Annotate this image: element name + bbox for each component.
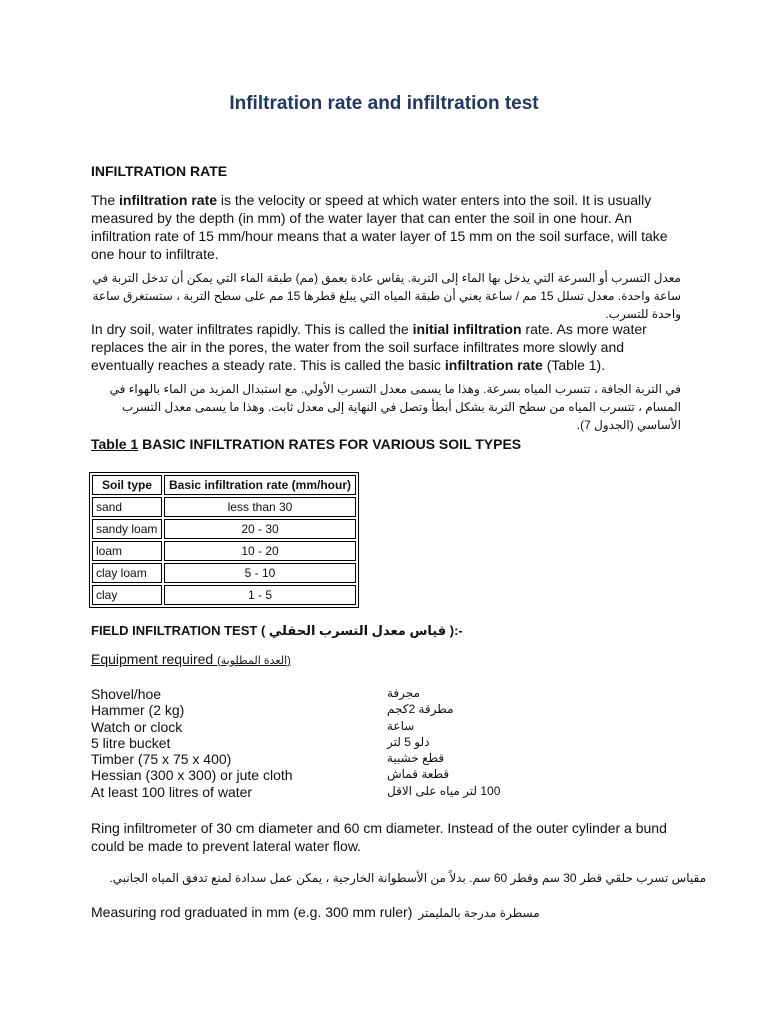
table-row <box>92 519 356 539</box>
list-item: At least 100 litres of water 100 لتر مياه على الاقل <box>91 783 501 800</box>
cell-soil-type: clay loam <box>92 563 162 583</box>
paragraph-arabic-initial: في التربة الجافة ، تتسرب المياه بسرعة. وهذا ما يسمى معدل التسرب الأولي. مع استبدال المزيد من الماء بالهواء في المسام ، تتسرب المياه من سطح التربة بشكل أبطأ وتصل في النهاية إلى معدل ثابت. وهذا ما يسمى معدل التسرب الأساسي (الجدول 7). <box>109 382 681 432</box>
table-row <box>92 497 356 517</box>
cell-rate: less than 30 <box>164 497 356 517</box>
term-basic-infiltration-rate: infiltration rate <box>444 357 543 373</box>
cell-soil-type: clay <box>92 585 162 605</box>
header-basic-rate: Basic infiltration rate (mm/hour) <box>164 475 356 495</box>
cell-soil-type: sandy loam <box>92 519 162 539</box>
list-item: Shovel/hoe مجرفة <box>91 686 420 702</box>
table-row <box>92 585 356 605</box>
cell-rate: 10 - 20 <box>164 541 356 561</box>
table-label: Table 1 <box>91 436 139 452</box>
paragraph-arabic-ring: مقياس تسرب حلقي قطر 30 سم وقطر 60 سم. بدلاً من الأسطوانة الخارجية ، يمكن عمل سدادة لمنع تدفق المياه الجانبي. <box>109 871 706 885</box>
list-item: Timber (75 x 75 x 400) قطع خشبية <box>91 751 445 768</box>
equipment-list <box>91 686 511 800</box>
document-title: Infiltration rate and infiltration test <box>229 93 539 114</box>
table-header-row <box>92 475 356 495</box>
section-heading-field-test: FIELD INFILTRATION TEST ( قياس معدل التسرب الحقلي ):- <box>91 623 463 638</box>
measuring-rod-line: Measuring rod graduated in mm (e.g. 300 mm ruler) مسطرة مدرجة بالمليمتر <box>91 904 540 920</box>
term-initial-infiltration: initial infiltration <box>412 321 522 337</box>
cell-rate: 5 - 10 <box>164 563 356 583</box>
cell-soil-type: loam <box>92 541 162 561</box>
table-row <box>92 563 356 583</box>
paragraph-infiltration-definition: The infiltration rate is the velocity or speed at which water enters into the soil. It is usually measured by the depth (in mm) of the water layer that can enter the soil in one hour. An infiltration rate of 15 mm/hour means that a water layer of 15 mm on the soil surface, will take one hour to infiltrate. <box>91 192 668 262</box>
cell-rate: 20 - 30 <box>164 519 356 539</box>
cell-rate: 1 - 5 <box>164 585 356 605</box>
paragraph-ring-infiltrometer: Ring infiltrometer of 30 cm diameter and 60 cm diameter. Instead of the outer cylinder a bund could be made to prevent lateral water flow. <box>91 820 667 854</box>
paragraph-arabic-definition: معدل التسرب أو السرعة التي يدخل بها الماء إلى التربة. يقاس عادة بعمق (مم) طبقة الماء التي يمكن أن تدخل التربة في ساعة واحدة. معدل تسلل 15 مم / ساعة يعني أن طبقة المياه التي يبلغ قطرها 15 مم على سطح التربة ، ستستغرق ساعة واحدة للتسرب. <box>92 271 681 321</box>
list-item: Hessian (300 x 300) or jute cloth قطعة قماش <box>91 767 450 784</box>
list-item: Hammer (2 kg) مطرقة 2كجم <box>91 702 454 719</box>
list-item: Watch or clock ساعة <box>91 718 415 735</box>
header-soil-type: Soil type <box>92 475 162 495</box>
table-row <box>92 541 356 561</box>
equipment-heading: Equipment required (العدة المطلوبة) <box>91 651 291 667</box>
list-item: 5 litre bucket دلو 5 لتر <box>91 734 430 751</box>
cell-soil-type: sand <box>92 497 162 517</box>
table-caption: Table 1 BASIC INFILTRATION RATES FOR VARIOUS SOIL TYPES <box>91 436 522 452</box>
infiltration-rates-table <box>89 472 359 608</box>
paragraph-initial-infiltration: In dry soil, water infiltrates rapidly. This is called the initial infiltration rate. As more water replaces the air in the pores, the water from the soil surface infiltrates more slowly and eventually reaches a steady rate. This is called the basic infiltration rate (Table 1). <box>91 321 647 373</box>
section-heading-infiltration-rate: INFILTRATION RATE <box>91 163 228 179</box>
term-infiltration-rate: infiltration rate <box>119 192 218 208</box>
